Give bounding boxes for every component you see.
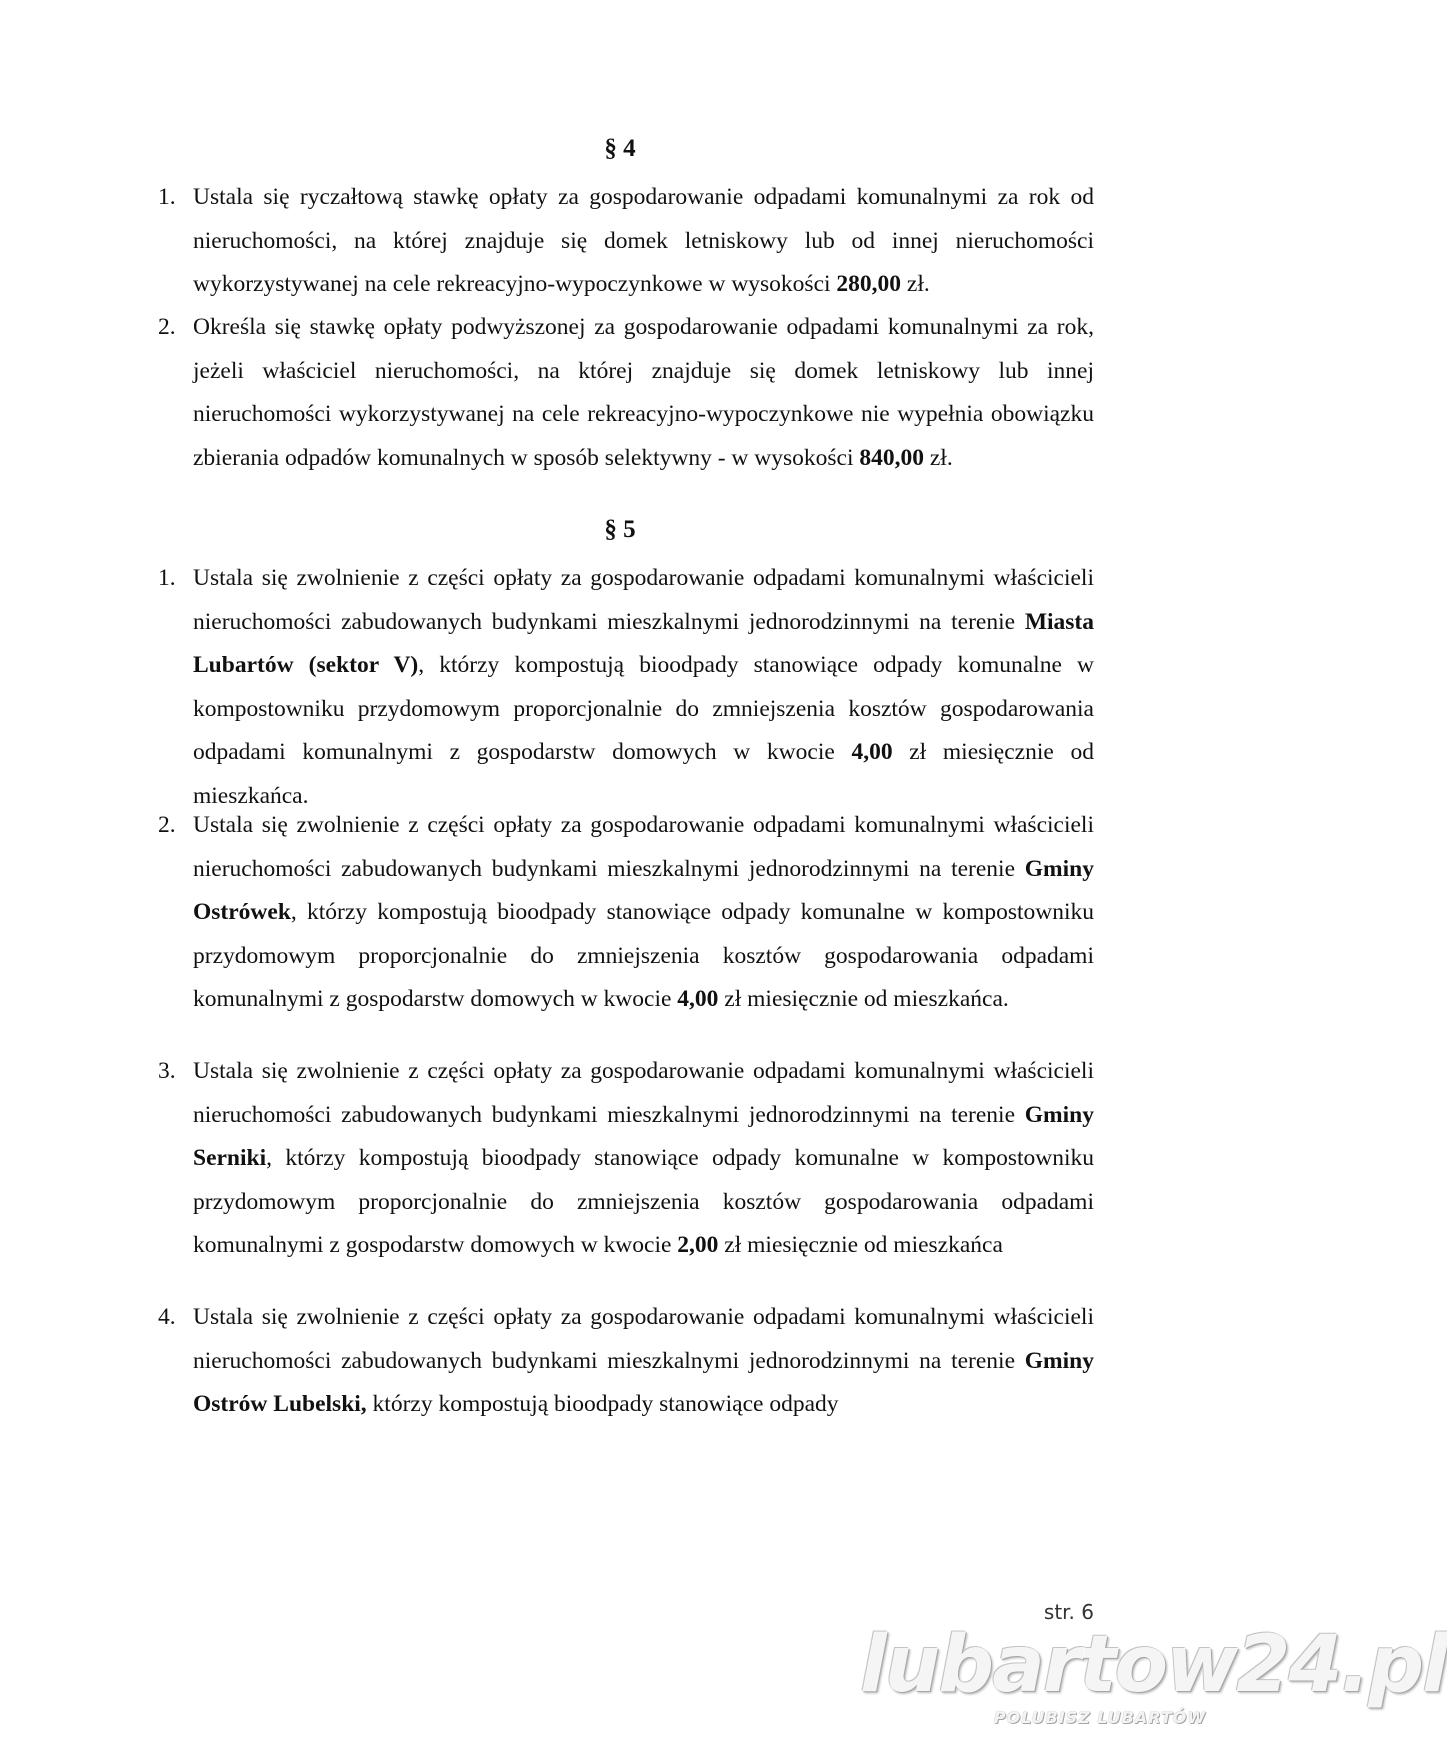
paragraph-4-1 bbox=[158, 176, 1094, 307]
section-heading-4: § 4 bbox=[604, 135, 636, 162]
text-run: Ustala się zwolnienie z części opłaty za gospodarowanie odpadami komunalnymi właścicieli nieruchomości zabudowanych budynkami mieszkalnymi jednorodzinnymi na terenie bbox=[193, 1058, 1094, 1128]
item-number: 3. bbox=[158, 1058, 176, 1084]
text-run: zł miesięcznie od mieszkańca bbox=[718, 1232, 1003, 1258]
text-run: , którzy kompostują bioodpady stanowiące odpady komunalne w kompostowniku przydomowym proporcjonalnie do zmniejszenia kosztów gospodarowania odpadami komunalnymi z gospodarstw domowych w kwocie bbox=[193, 899, 1094, 1012]
bold-text-run: Miasta Lubartów (sektor V) bbox=[193, 608, 1094, 678]
text-run: którzy kompostują bioodpady stanowiące odpady bbox=[366, 1391, 839, 1417]
section-heading-5: § 5 bbox=[604, 516, 636, 543]
bold-text-run: 280,00 bbox=[836, 271, 902, 297]
watermark-slogan: POLUBISZ LUBARTÓW bbox=[993, 1708, 1206, 1727]
paragraph-5-1 bbox=[158, 557, 1094, 818]
watermark-logo-text: lubartow24.pl bbox=[860, 1620, 1447, 1710]
page-number: str. 6 bbox=[1043, 1600, 1094, 1624]
bold-text-run: Gminy Ostrówek bbox=[193, 855, 1094, 925]
text-run: zł. bbox=[901, 271, 930, 297]
bold-text-run: 840,00 bbox=[859, 444, 924, 471]
text-run: Ustala się ryczałtową stawkę opłaty za gospodarowanie odpadami komunalnymi za rok od nieruchomości, na której znajduje się domek letniskowy lub od innej nieruchomości wykorzystywanej na cele rekreacyjno-wypoczynkowe w wysokości bbox=[193, 184, 1094, 297]
bold-text-run: 4,00 bbox=[851, 739, 893, 765]
bold-text-run: 4,00 bbox=[677, 986, 719, 1012]
item-number: 1. bbox=[158, 565, 176, 591]
item-number: 2. bbox=[158, 812, 176, 838]
bold-text-run: Gminy Ostrów Lubelski, bbox=[193, 1347, 1094, 1417]
bold-text-run: Gminy Serniki bbox=[193, 1101, 1094, 1171]
text-run: Ustala się zwolnienie z części opłaty za gospodarowanie odpadami komunalnymi właścicieli nieruchomości zabudowanych budynkami mieszkalnymi jednorodzinnymi na terenie bbox=[193, 812, 1094, 882]
paragraph-5-4 bbox=[158, 1296, 1094, 1427]
item-text bbox=[193, 804, 1094, 1022]
item-number: 1. bbox=[158, 184, 176, 210]
text-run: , którzy kompostują bioodpady stanowiące odpady komunalne w kompostowniku przydomowym proporcjonalnie do zmniejszenia kosztów gospodarowania odpadami komunalnymi z gospodarstw domowych w kwocie bbox=[193, 1145, 1094, 1258]
paragraph-4-2 bbox=[158, 306, 1094, 480]
item-number: 2. bbox=[158, 314, 176, 340]
item-text bbox=[193, 1050, 1094, 1268]
item-number: 4. bbox=[158, 1304, 176, 1330]
text-run: , którzy kompostują bioodpady stanowiące odpady komunalne w kompostowniku przydomowym proporcjonalnie do zmniejszenia kosztów gospodarowania odpadami komunalnymi z gospodarstw domowych w kwocie bbox=[193, 652, 1094, 765]
text-run: zł miesięcznie od mieszkańca. bbox=[718, 986, 1009, 1012]
text-run: Ustala się zwolnienie z części opłaty za gospodarowanie odpadami komunalnymi właścicieli nieruchomości zabudowanych budynkami mieszkalnymi jednorodzinnymi na terenie bbox=[193, 565, 1094, 635]
item-text bbox=[193, 1296, 1094, 1427]
text-run: Ustala się zwolnienie z części opłaty za gospodarowanie odpadami komunalnymi właścicieli nieruchomości zabudowanych budynkami mieszkalnymi jednorodzinnymi na terenie bbox=[193, 1304, 1094, 1374]
site-watermark bbox=[860, 1620, 1447, 1740]
text-run: zł miesięcznie od mieszkańca. bbox=[193, 739, 1094, 809]
paragraph-5-3 bbox=[158, 1050, 1094, 1268]
item-text bbox=[193, 557, 1094, 818]
text-run: zł. bbox=[924, 444, 953, 471]
bold-text-run: 2,00 bbox=[677, 1232, 719, 1258]
text-run: Określa się stawkę opłaty podwyższonej za gospodarowanie odpadami komunalnymi za rok, jeżeli właściciel nieruchomości, na której znajduje się domek letniskowy lub innej nieruchomości wykorzystywanej na cele rekreacyjno-wypoczynkowe nie wypełnia obowiązku zbierania odpadów komunalnych w sposób selektywny - w wysokości bbox=[193, 314, 1094, 471]
item-text bbox=[193, 306, 1094, 480]
item-text bbox=[193, 176, 1094, 307]
paragraph-5-2 bbox=[158, 804, 1094, 1022]
